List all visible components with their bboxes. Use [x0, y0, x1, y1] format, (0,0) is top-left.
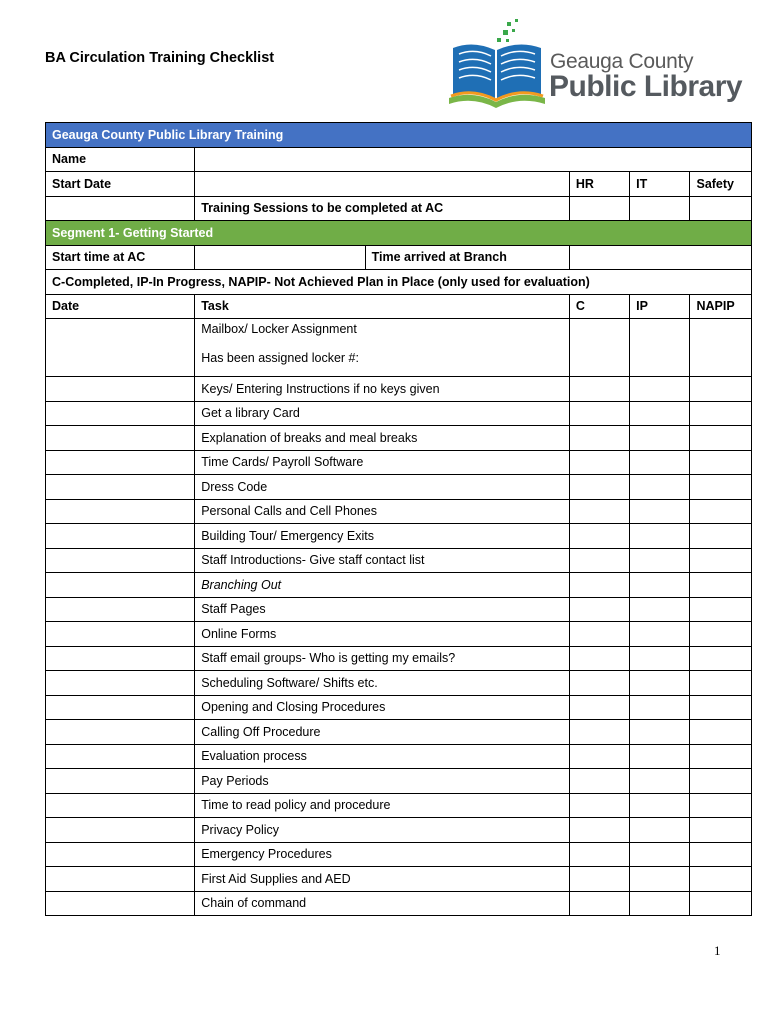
task-c-cell[interactable] [569, 720, 629, 745]
task-napip-cell[interactable] [690, 499, 752, 524]
task-rows [46, 319, 752, 916]
task-ip-cell[interactable] [630, 426, 690, 451]
task-date-cell[interactable] [46, 646, 195, 671]
name-label: Name [46, 147, 195, 172]
task-ip-cell[interactable] [630, 597, 690, 622]
task-napip-cell[interactable] [690, 769, 752, 794]
task-label [195, 401, 570, 426]
task-ip-cell[interactable] [630, 891, 690, 916]
task-row [46, 377, 752, 402]
task-label [195, 499, 570, 524]
safety-checkbox-cell[interactable] [690, 196, 752, 221]
document-title: BA Circulation Training Checklist [45, 50, 275, 66]
col-date: Date [46, 294, 195, 319]
task-ip-cell[interactable] [630, 793, 690, 818]
task-napip-cell[interactable] [690, 475, 752, 500]
task-line1: Mailbox/ Locker Assignment [201, 322, 357, 336]
col-c: C [569, 294, 629, 319]
task-label [195, 646, 570, 671]
task-label [195, 622, 570, 647]
task-line1: First Aid Supplies and AED [201, 871, 351, 886]
task-napip-cell[interactable] [690, 818, 752, 843]
task-ip-cell[interactable] [630, 499, 690, 524]
task-date-cell[interactable] [46, 426, 195, 451]
task-napip-cell[interactable] [690, 842, 752, 867]
task-row [46, 450, 752, 475]
task-date-cell[interactable] [46, 548, 195, 573]
task-date-cell[interactable] [46, 475, 195, 500]
task-label [195, 573, 570, 598]
task-date-cell[interactable] [46, 622, 195, 647]
task-label [195, 597, 570, 622]
task-label [195, 720, 570, 745]
task-c-cell[interactable] [569, 401, 629, 426]
task-date-cell[interactable] [46, 842, 195, 867]
task-c-cell[interactable] [569, 524, 629, 549]
task-date-cell[interactable] [46, 671, 195, 696]
task-line1: Emergency Procedures [201, 847, 332, 862]
task-date-cell[interactable] [46, 499, 195, 524]
start-date-field[interactable] [195, 172, 570, 197]
task-napip-cell[interactable] [690, 401, 752, 426]
library-logo [445, 18, 745, 110]
task-napip-cell[interactable] [690, 867, 752, 892]
task-row [46, 646, 752, 671]
task-line1: Evaluation process [201, 749, 307, 764]
task-date-cell[interactable] [46, 793, 195, 818]
task-c-cell[interactable] [569, 475, 629, 500]
task-ip-cell[interactable] [630, 401, 690, 426]
task-line2: Has been assigned locker #: [201, 351, 359, 365]
task-ip-cell[interactable] [630, 475, 690, 500]
task-label [195, 818, 570, 843]
task-ip-cell[interactable] [630, 867, 690, 892]
task-line1: Explanation of breaks and meal breaks [201, 430, 418, 445]
task-line1: Branching Out [201, 577, 282, 592]
task-row [46, 818, 752, 843]
task-label [195, 319, 570, 377]
task-c-cell[interactable] [569, 377, 629, 402]
task-c-cell[interactable] [569, 548, 629, 573]
task-date-cell[interactable] [46, 319, 195, 377]
arrived-label: Time arrived at Branch [365, 245, 569, 270]
it-label: IT [630, 172, 690, 197]
task-row [46, 401, 752, 426]
task-c-cell[interactable] [569, 695, 629, 720]
task-c-cell[interactable] [569, 319, 629, 377]
task-ip-cell[interactable] [630, 818, 690, 843]
task-row [46, 475, 752, 500]
table-header: Geauga County Public Library Training [46, 123, 752, 148]
task-ip-cell[interactable] [630, 524, 690, 549]
task-ip-cell[interactable] [630, 671, 690, 696]
task-ip-cell[interactable] [630, 769, 690, 794]
task-c-cell[interactable] [569, 597, 629, 622]
task-napip-cell[interactable] [690, 377, 752, 402]
hr-checkbox-cell[interactable] [569, 196, 629, 221]
start-time-field[interactable] [195, 245, 365, 270]
task-line1: Chain of command [201, 896, 307, 911]
name-field[interactable] [195, 147, 752, 172]
task-label [195, 769, 570, 794]
legend-row [46, 270, 752, 295]
task-ip-cell[interactable] [630, 646, 690, 671]
task-ip-cell[interactable] [630, 573, 690, 598]
task-date-cell[interactable] [46, 891, 195, 916]
task-label [195, 695, 570, 720]
task-line1: Time to read policy and procedure [201, 798, 391, 813]
task-row [46, 426, 752, 451]
task-label [195, 744, 570, 769]
task-c-cell[interactable] [569, 891, 629, 916]
task-label [195, 450, 570, 475]
task-napip-cell[interactable] [690, 720, 752, 745]
task-c-cell[interactable] [569, 744, 629, 769]
task-napip-cell[interactable] [690, 524, 752, 549]
task-label [195, 524, 570, 549]
task-line1: Time Cards/ Payroll Software [201, 455, 364, 470]
task-label [195, 426, 570, 451]
col-task: Task [195, 294, 570, 319]
task-line1: Online Forms [201, 626, 277, 641]
task-row [46, 769, 752, 794]
task-row [46, 524, 752, 549]
sessions-label: Training Sessions to be completed at AC [195, 196, 570, 221]
task-row [46, 622, 752, 647]
column-header-row [46, 294, 752, 319]
task-date-cell[interactable] [46, 524, 195, 549]
start-date-label: Start Date [46, 172, 195, 197]
task-line1: Privacy Policy [201, 822, 280, 837]
task-ip-cell[interactable] [630, 842, 690, 867]
segment-row [46, 221, 752, 246]
task-napip-cell[interactable] [690, 450, 752, 475]
task-label [195, 671, 570, 696]
task-line1: Calling Off Procedure [201, 724, 321, 739]
task-c-cell[interactable] [569, 450, 629, 475]
task-c-cell[interactable] [569, 793, 629, 818]
task-date-cell[interactable] [46, 597, 195, 622]
task-label [195, 842, 570, 867]
task-napip-cell[interactable] [690, 671, 752, 696]
task-napip-cell[interactable] [690, 695, 752, 720]
task-napip-cell[interactable] [690, 622, 752, 647]
task-c-cell[interactable] [569, 573, 629, 598]
task-row [46, 548, 752, 573]
task-date-cell[interactable] [46, 720, 195, 745]
task-date-cell[interactable] [46, 573, 195, 598]
task-napip-cell[interactable] [690, 426, 752, 451]
task-c-cell[interactable] [569, 622, 629, 647]
task-label [195, 867, 570, 892]
task-napip-cell[interactable] [690, 548, 752, 573]
task-c-cell[interactable] [569, 867, 629, 892]
task-ip-cell[interactable] [630, 377, 690, 402]
task-napip-cell[interactable] [690, 744, 752, 769]
task-c-cell[interactable] [569, 818, 629, 843]
task-row [46, 319, 752, 377]
task-napip-cell[interactable] [690, 597, 752, 622]
task-row [46, 597, 752, 622]
sessions-blank-cell [46, 196, 195, 221]
page-number: 1 [714, 943, 721, 958]
segment-label: Segment 1- Getting Started [46, 221, 752, 246]
task-line1: Scheduling Software/ Shifts etc. [201, 675, 378, 690]
task-napip-cell[interactable] [690, 646, 752, 671]
task-date-cell[interactable] [46, 450, 195, 475]
training-checklist-table [45, 122, 752, 916]
task-row [46, 842, 752, 867]
table-header-row [46, 123, 752, 148]
task-c-cell[interactable] [569, 769, 629, 794]
task-date-cell[interactable] [46, 377, 195, 402]
it-checkbox-cell[interactable] [630, 196, 690, 221]
task-line1: Staff Introductions- Give staff contact list [201, 553, 425, 568]
task-line1: Personal Calls and Cell Phones [201, 504, 378, 519]
task-row [46, 744, 752, 769]
hr-label: HR [569, 172, 629, 197]
task-line1: Dress Code [201, 479, 268, 494]
task-label [195, 548, 570, 573]
task-label [195, 891, 570, 916]
task-row [46, 793, 752, 818]
logo-line2: Public Library [549, 70, 743, 103]
safety-label: Safety [690, 172, 752, 197]
task-napip-cell[interactable] [690, 793, 752, 818]
task-row [46, 573, 752, 598]
name-row [46, 147, 752, 172]
task-row [46, 671, 752, 696]
sessions-row [46, 196, 752, 221]
task-c-cell[interactable] [569, 426, 629, 451]
task-ip-cell[interactable] [630, 744, 690, 769]
task-line1: Building Tour/ Emergency Exits [201, 528, 374, 543]
task-date-cell[interactable] [46, 769, 195, 794]
task-label [195, 475, 570, 500]
task-c-cell[interactable] [569, 646, 629, 671]
start-time-label: Start time at AC [46, 245, 195, 270]
task-date-cell[interactable] [46, 867, 195, 892]
task-label [195, 793, 570, 818]
task-c-cell[interactable] [569, 842, 629, 867]
task-ip-cell[interactable] [630, 319, 690, 377]
start-time-row [46, 245, 752, 270]
task-date-cell[interactable] [46, 401, 195, 426]
col-ip: IP [630, 294, 690, 319]
task-ip-cell[interactable] [630, 622, 690, 647]
col-napip: NAPIP [690, 294, 752, 319]
task-line1: Keys/ Entering Instructions if no keys given [201, 381, 440, 396]
task-date-cell[interactable] [46, 695, 195, 720]
task-ip-cell[interactable] [630, 695, 690, 720]
start-date-row [46, 172, 752, 197]
open-book-icon [445, 18, 549, 110]
task-date-cell[interactable] [46, 744, 195, 769]
task-line1: Get a library Card [201, 406, 300, 421]
task-napip-cell[interactable] [690, 891, 752, 916]
task-ip-cell[interactable] [630, 450, 690, 475]
task-c-cell[interactable] [569, 499, 629, 524]
task-napip-cell[interactable] [690, 573, 752, 598]
task-row [46, 720, 752, 745]
task-line1: Opening and Closing Procedures [201, 700, 386, 715]
task-row [46, 695, 752, 720]
task-label [195, 377, 570, 402]
task-line1: Staff Pages [201, 602, 266, 617]
task-ip-cell[interactable] [630, 720, 690, 745]
task-napip-cell[interactable] [690, 319, 752, 377]
task-row [46, 499, 752, 524]
task-line1: Staff email groups- Who is getting my emails? [201, 651, 456, 666]
status-legend: C-Completed, IP-In Progress, NAPIP- Not Achieved Plan in Place (only used for evaluation) [46, 270, 752, 295]
logo-line1: Geauga County [550, 50, 694, 73]
arrived-field[interactable] [569, 245, 751, 270]
task-line1: Pay Periods [201, 773, 269, 788]
task-ip-cell[interactable] [630, 548, 690, 573]
task-row [46, 867, 752, 892]
task-row [46, 891, 752, 916]
task-c-cell[interactable] [569, 671, 629, 696]
task-date-cell[interactable] [46, 818, 195, 843]
